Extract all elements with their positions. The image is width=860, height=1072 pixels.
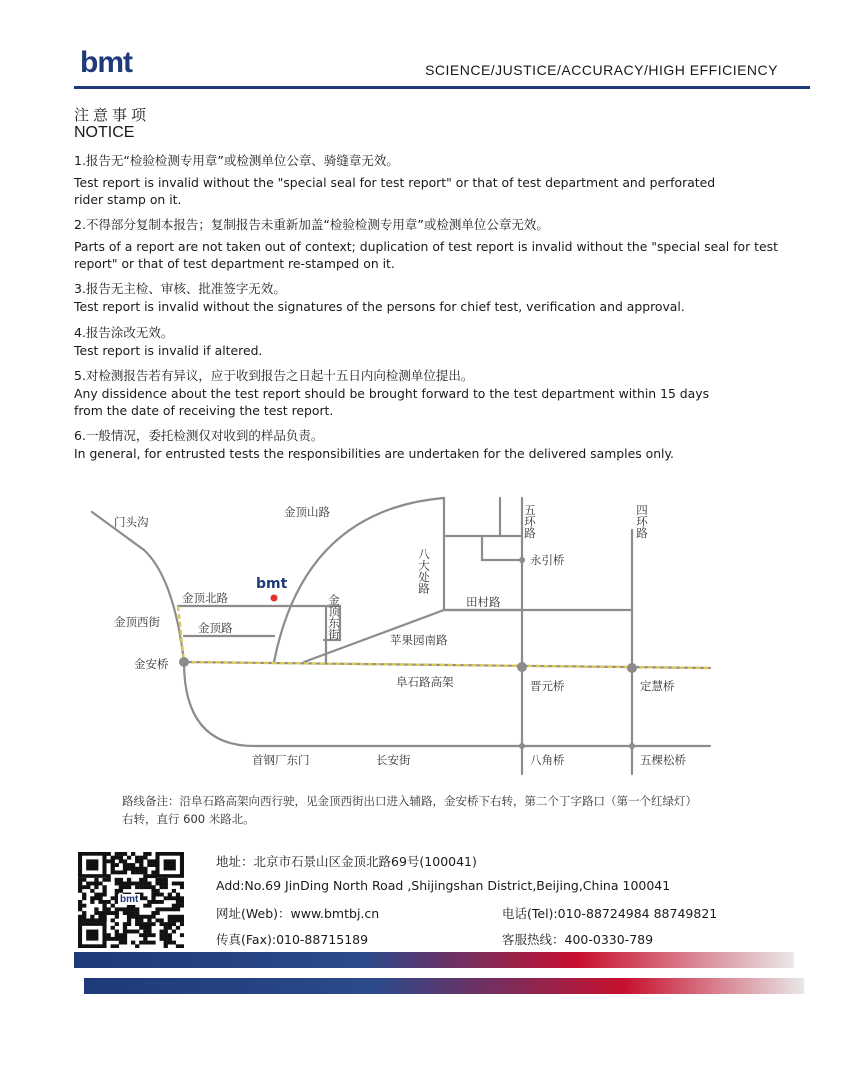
- notice-list: [74, 152, 794, 471]
- notice-item-2: [74, 216, 794, 272]
- fax: 传真(Fax):010-88715189: [216, 932, 369, 947]
- qr-code: [78, 852, 184, 948]
- header-divider: [74, 86, 810, 89]
- node-bajiao: [519, 743, 525, 749]
- address-en: Add:No.69 JinDing North Road ,Shijingshan District,Beijing,China 100041: [216, 878, 671, 893]
- map-label-tiancun: 田村路: [466, 595, 501, 609]
- notice-item-en: Test report is invalid without the signatures of the persons for chief test, verification and approval.: [74, 299, 685, 314]
- route-note: [122, 792, 742, 828]
- notice-item-cn: 5.对检测报告若有异议，应于收到报告之日起十五日内向检测单位提出。: [74, 368, 474, 383]
- map-label-jinyuan: 晋元桥: [530, 679, 565, 693]
- map-label-jinding-east: 金顶东街: [327, 594, 341, 640]
- map-label-jindingshan: 金顶山路: [284, 505, 330, 519]
- logo-text: bmt: [80, 46, 132, 79]
- telephone: 电话(Tel):010-88724984 88749821: [502, 906, 718, 921]
- road-mentougou: [92, 512, 184, 662]
- map-label-changan: 长安街: [376, 753, 411, 767]
- map-label-pingguoyuan: 苹果园南路: [390, 633, 448, 647]
- notice-item-en: Test report is invalid without the "special seal for test report" or that of test department and perforated rider stamp on it.: [74, 175, 716, 207]
- map-label-bajiao: 八角桥: [530, 753, 565, 767]
- qr-logo: bmt: [120, 894, 139, 905]
- map-svg: [74, 490, 740, 780]
- notice-item-cn: 3.报告无主检、审核、批准签字无效。: [74, 281, 286, 296]
- footer-stripe-bottom: [84, 978, 804, 994]
- notice-item-cn: 4.报告涂改无效。: [74, 324, 174, 340]
- map-label-wukesong: 五棵松桥: [640, 753, 686, 767]
- notice-item-cn: 2.不得部分复制本报告；复制报告未重新加盖“检验检测专用章”或检测单位公章无效。: [74, 217, 549, 232]
- map-label-jinding-north: 金顶北路: [182, 591, 228, 605]
- route-note-line-2: 右转，直行 600 米路北。: [122, 812, 255, 826]
- map-label-fifth-ring: 五环路: [523, 504, 537, 539]
- map-label-mentougou: 门头沟: [114, 515, 149, 529]
- hotline: 客服热线：400-0330-789: [502, 932, 654, 947]
- map-label-jinding: 金顶路: [198, 621, 233, 635]
- notice-item-en: Test report is invalid if altered.: [74, 342, 263, 358]
- map-label-fourth-ring: 四环路: [635, 504, 649, 539]
- notice-item-4: [74, 324, 794, 360]
- bmt-logo: [80, 46, 132, 80]
- address-cn: 地址：北京市石景山区金顶北路69号(100041): [216, 854, 477, 869]
- node-jinan: [179, 657, 189, 667]
- route-note-line-1: 路线备注：沿阜石路高架向西行驶，见金顶西街出口进入辅路，金安桥下右转，第二个丁字路口（第一个红绿灯）: [122, 794, 697, 808]
- notice-item-1: [74, 152, 794, 208]
- notice-title-en: NOTICE: [74, 124, 135, 141]
- footer-stripe-top: [74, 952, 794, 968]
- notice-item-en: Any dissidence about the test report should be brought forward to the test department within 15 days from the date of receiving the test report.: [74, 386, 710, 418]
- map-label-dinghui: 定慧桥: [640, 679, 675, 693]
- bmt-location-marker: [271, 595, 278, 602]
- location-map: [74, 490, 740, 780]
- notice-item-3: [74, 280, 794, 316]
- notice-item-5: [74, 367, 794, 419]
- node-jinyuan: [517, 662, 527, 672]
- map-label-fushi: 阜石路高架: [396, 675, 454, 689]
- notice-item-en: In general, for entrusted tests the responsibilities are undertaken for the delivered samples only.: [74, 446, 674, 461]
- map-label-bmt: bmt: [256, 576, 288, 592]
- map-label-badachu: 八大处路: [417, 548, 431, 594]
- node-yongyin: [519, 557, 525, 563]
- road-yongyin: [482, 538, 522, 560]
- website: 网址(Web)：www.bmtbj.cn: [216, 906, 380, 921]
- notice-item-cn: 1.报告无“检验检测专用章”或检测单位公章、骑缝章无效。: [74, 153, 399, 168]
- notice-item-6: [74, 427, 794, 463]
- map-label-shougang: 首钢厂东门: [252, 753, 310, 767]
- map-label-yongyin: 永引桥: [530, 553, 565, 567]
- node-dinghui: [627, 663, 637, 673]
- header-slogan: SCIENCE/JUSTICE/ACCURACY/HIGH EFFICIENCY: [425, 62, 778, 78]
- notice-title-cn: 注意事项: [74, 106, 151, 124]
- notice-item-cn: 6.一般情况，委托检测仅对收到的样品负责。: [74, 428, 324, 443]
- notice-item-en: Parts of a report are not taken out of context; duplication of test report is invalid without the "special seal for test report" or that of test department re-stamped on it.: [74, 239, 778, 271]
- map-label-jinan: 金安桥: [134, 657, 169, 671]
- map-label-jinding-west: 金顶西街: [114, 615, 160, 629]
- node-wukesong: [629, 743, 635, 749]
